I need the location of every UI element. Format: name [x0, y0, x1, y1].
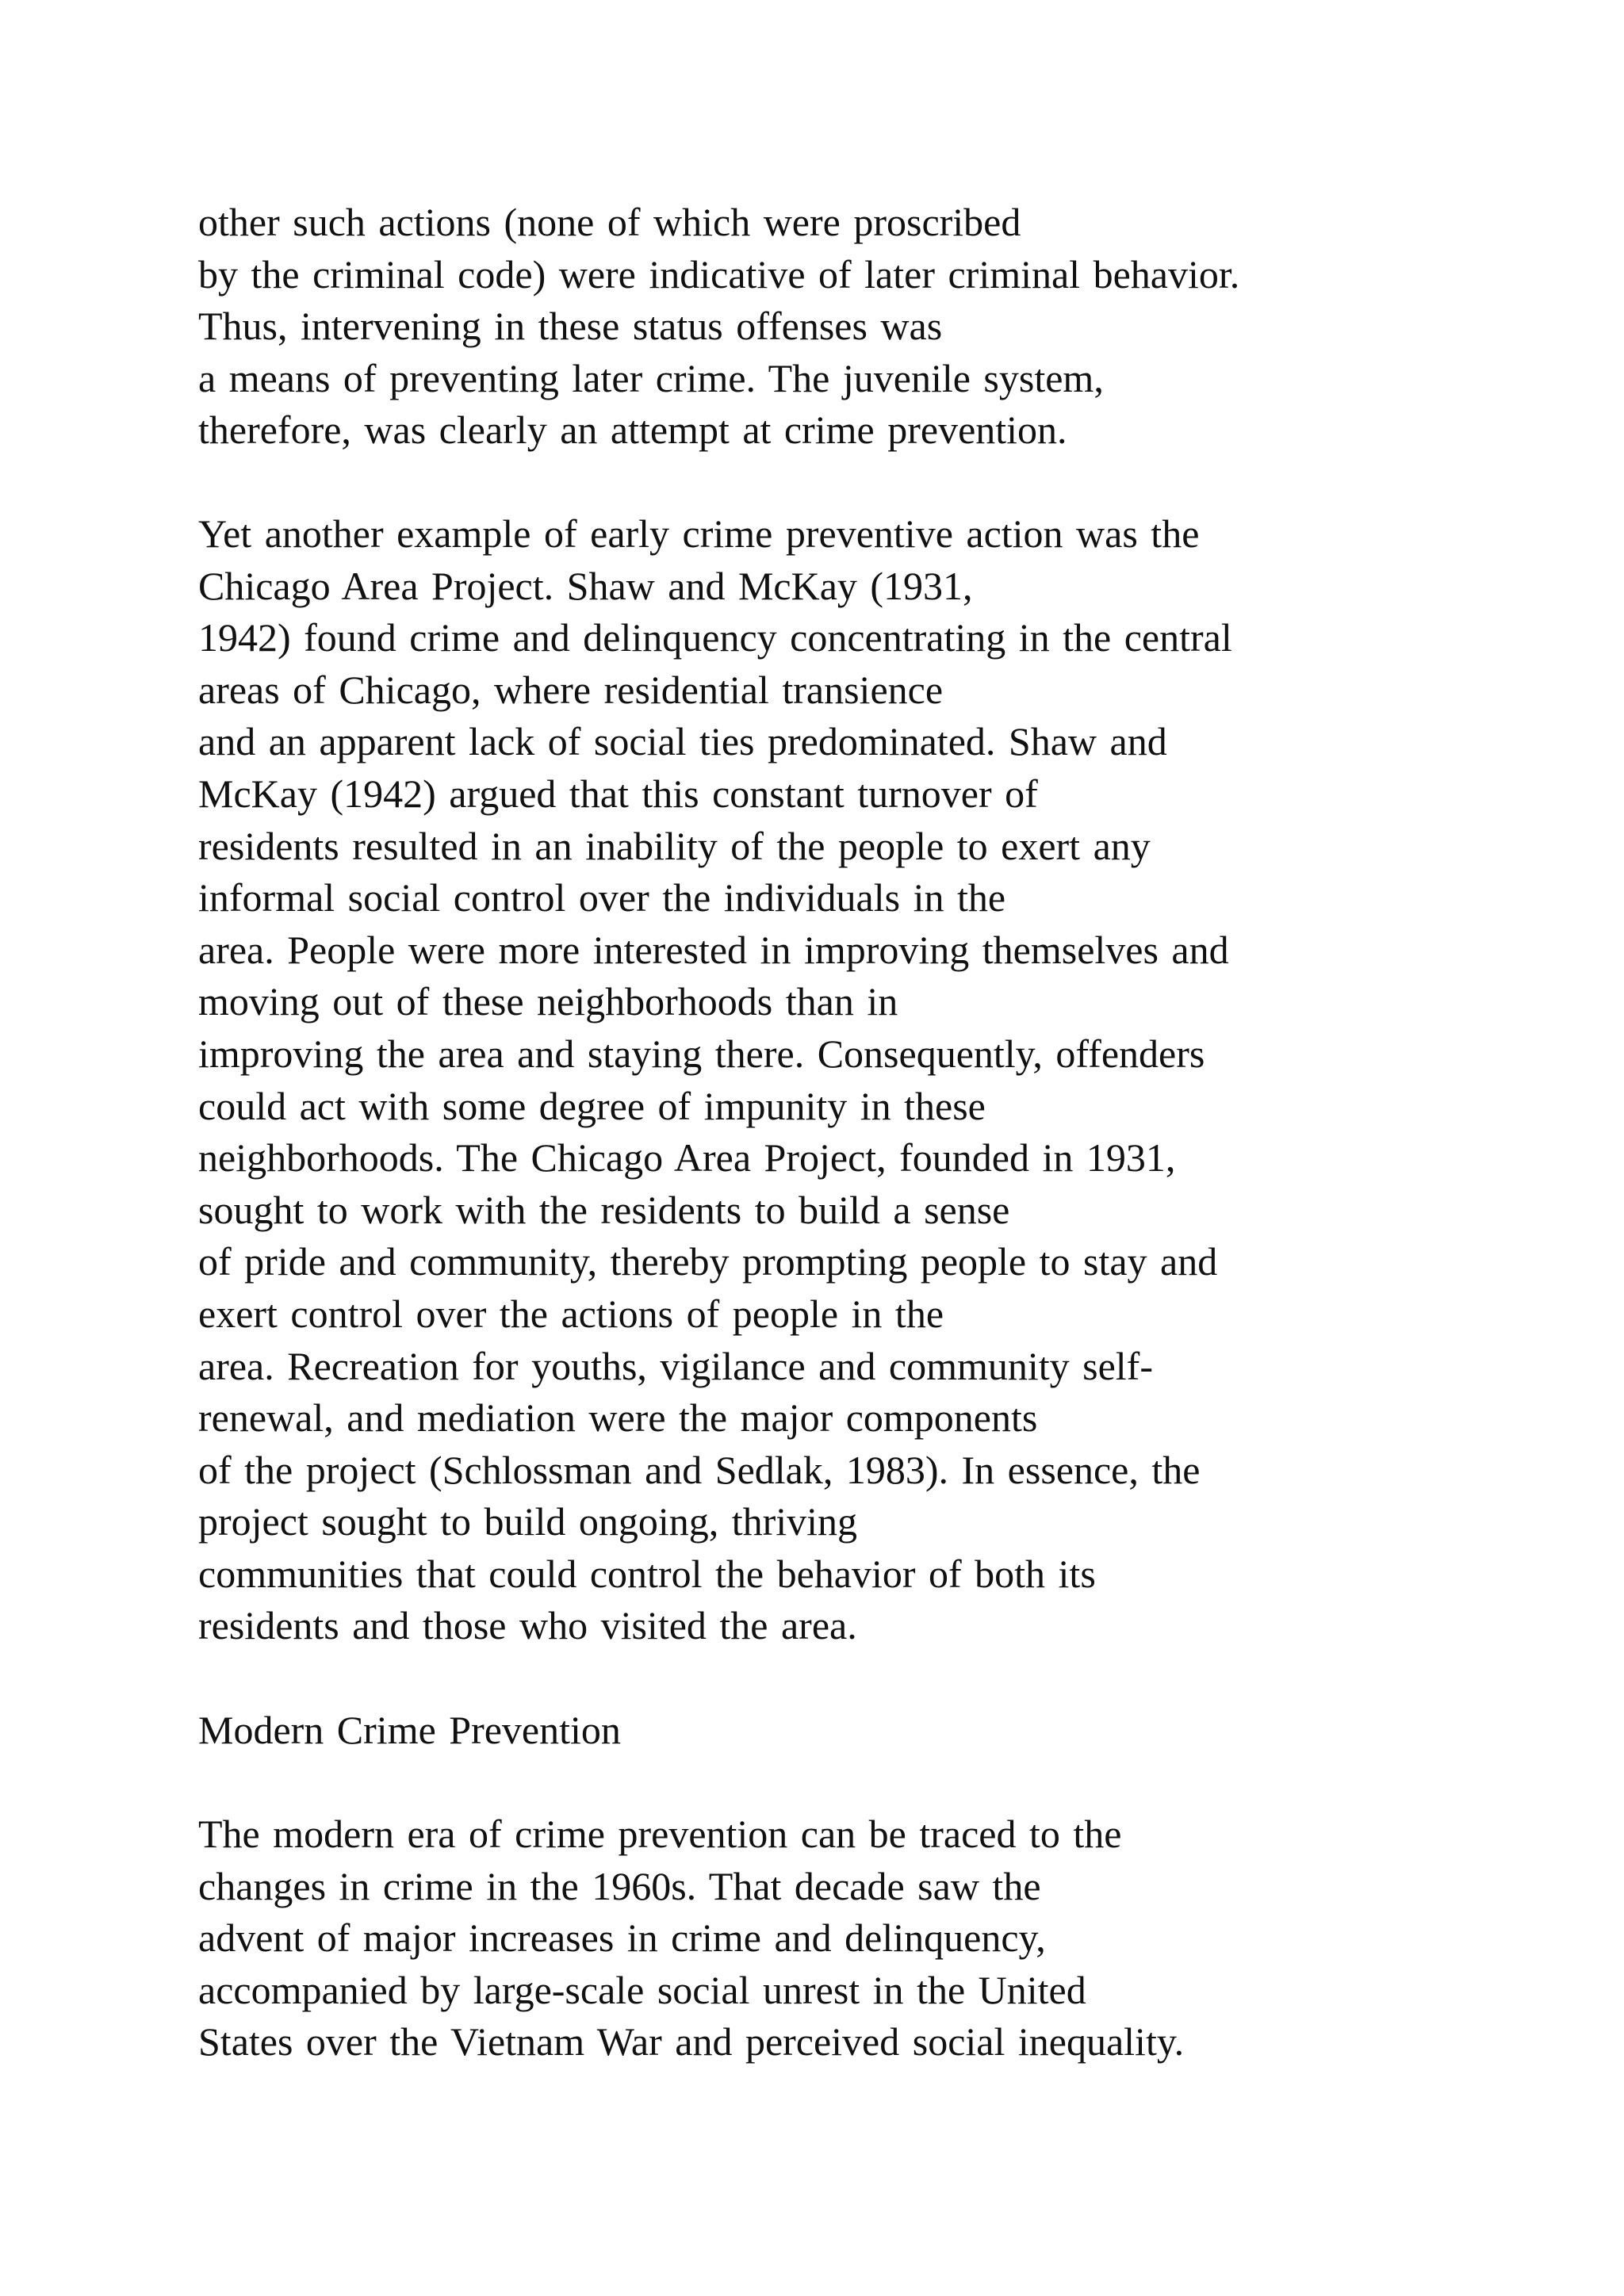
text-line: changes in crime in the 1960s. That decade saw the [198, 1863, 1041, 1908]
text-line: 1942) found crime and delinquency concentrating in the central [198, 615, 1232, 660]
text-line: exert control over the actions of people in the [198, 1291, 944, 1336]
text-line: area. People were more interested in improving themselves and [198, 927, 1229, 972]
text-line: renewal, and mediation were the major components [198, 1395, 1038, 1441]
text-line: McKay (1942) argued that this constant turnover of [198, 771, 1038, 816]
heading-text: Modern Crime Prevention [198, 1708, 621, 1752]
text-line: of the project (Schlossman and Sedlak, 1983). In essence, the [198, 1447, 1201, 1492]
text-line: neighborhoods. The Chicago Area Project, founded in 1931, [198, 1135, 1176, 1181]
text-line: sought to work with the residents to build a sense [198, 1187, 1010, 1232]
text-line: of pride and community, thereby prompting people to stay and [198, 1239, 1218, 1284]
text-line: other such actions (none of which were proscribed [198, 200, 1021, 244]
text-line: moving out of these neighborhoods than in [198, 979, 898, 1024]
paragraph-juvenile-system [198, 197, 1586, 457]
text-line: Chicago Area Project. Shaw and McKay (1931, [198, 563, 973, 608]
text-line: advent of major increases in crime and delinquency, [198, 1915, 1046, 1961]
text-line: residents and those who visited the area. [198, 1603, 857, 1648]
text-line: could act with some degree of impunity in these [198, 1083, 986, 1128]
paragraph-modern-era [198, 1808, 1586, 2068]
text-line: therefore, was clearly an attempt at crime prevention. [198, 408, 1067, 453]
text-line: residents resulted in an inability of the people to exert any [198, 823, 1151, 868]
text-line: States over the Vietnam War and perceived social inequality. [198, 2019, 1185, 2064]
text-line: communities that could control the behavior of both its [198, 1551, 1096, 1596]
text-line: informal social control over the individuals in the [198, 875, 1006, 920]
text-line: and an apparent lack of social ties predominated. Shaw and [198, 719, 1167, 764]
text-line: accompanied by large-scale social unrest in the United [198, 1967, 1086, 2012]
text-line: project sought to build ongoing, thriving [198, 1499, 858, 1544]
text-line: The modern era of crime prevention can be traced to the [198, 1812, 1122, 1856]
text-line: improving the area and staying there. Consequently, offenders [198, 1031, 1205, 1076]
text-line: areas of Chicago, where residential transience [198, 667, 944, 712]
text-line: Yet another example of early crime preventive action was the [198, 511, 1200, 556]
text-line: Thus, intervening in these status offenses was [198, 304, 943, 349]
text-line: a means of preventing later crime. The juvenile system, [198, 355, 1104, 400]
section-heading [198, 1705, 1586, 1757]
text-line: by the criminal code) were indicative of later criminal behavior. [198, 251, 1240, 297]
paragraph-chicago-area-project [198, 508, 1586, 1652]
text-line: area. Recreation for youths, vigilance and community self- [198, 1343, 1153, 1388]
